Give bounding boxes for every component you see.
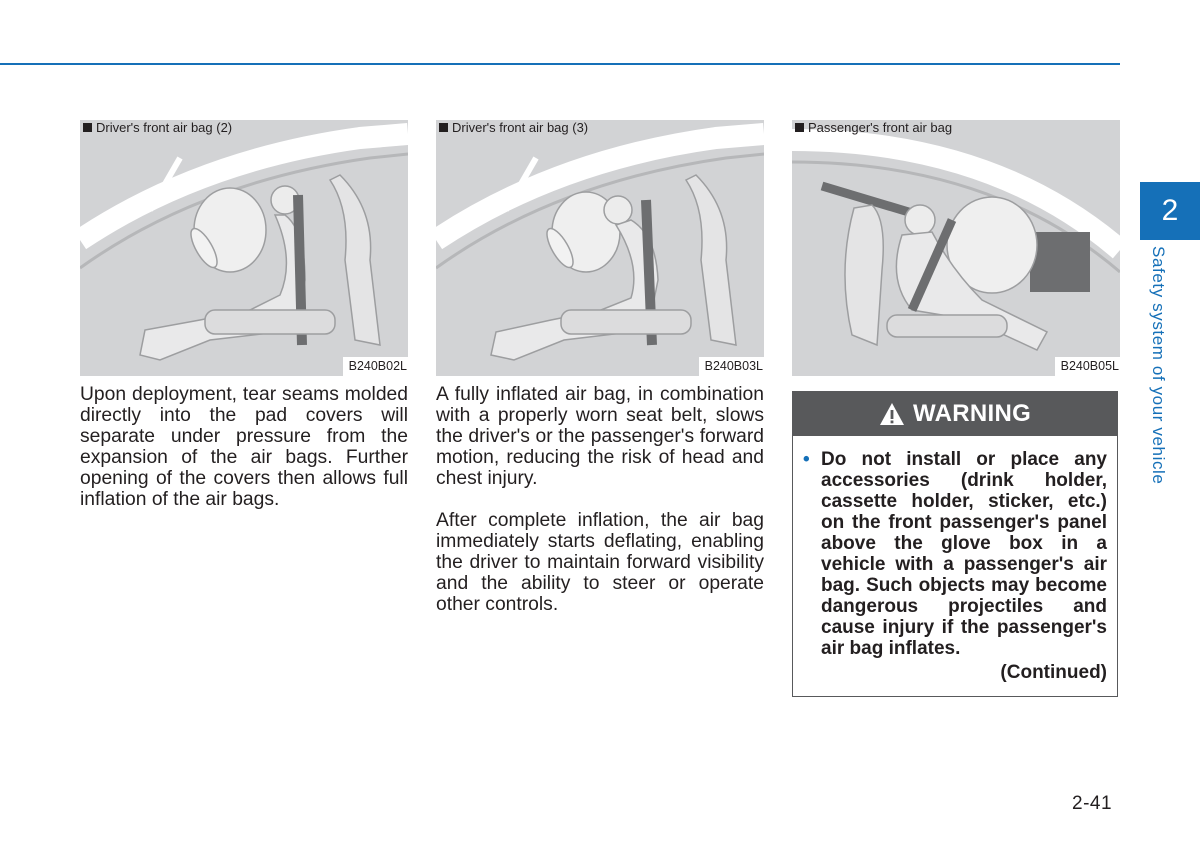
- chapter-title: Safety system of your vehicle: [1149, 246, 1168, 485]
- figure-caption: Passenger's front air bag: [795, 120, 952, 136]
- caption-square-icon: [795, 123, 804, 132]
- figure-caption: Driver's front air bag (2): [83, 120, 232, 136]
- figure-driver-airbag-2: [80, 120, 408, 376]
- warning-header: [793, 392, 1117, 436]
- figure-caption: Driver's front air bag (3): [439, 120, 588, 136]
- passenger-airbag-illustration: [792, 120, 1120, 376]
- warning-body: [803, 449, 1107, 659]
- warning-box: [792, 391, 1118, 697]
- figure-code: B240B05L: [1055, 357, 1120, 376]
- column-2-text: [436, 384, 764, 615]
- caption-square-icon: [83, 123, 92, 132]
- paragraph-inflated-airbag: A fully inflated air bag, in combination with a properly worn seat belt, slows the driver's or the passenger's forward motion, reducing the risk of head and chest injury.: [436, 384, 764, 489]
- figure-code: B240B02L: [343, 357, 408, 376]
- figure-driver-airbag-3: [436, 120, 764, 376]
- continued-label: (Continued): [1000, 662, 1107, 683]
- warning-title: WARNING: [912, 400, 1032, 427]
- chapter-tab: [1140, 182, 1200, 240]
- bullet-icon: •: [803, 449, 810, 470]
- warning-triangle-icon: [879, 402, 905, 426]
- driver-airbag-deflating-illustration: [436, 120, 764, 376]
- driver-airbag-illustration: [80, 120, 408, 376]
- figure-code: B240B03L: [699, 357, 764, 376]
- page-number: 2-41: [1072, 793, 1113, 814]
- caption-square-icon: [439, 123, 448, 132]
- paragraph-deployment: Upon deployment, tear seams molded directly into the pad covers will separate under pressure from the expansion of the air bags. Further opening of the covers then allows full inflation of the air bags.: [80, 384, 408, 510]
- paragraph-deflation: After complete inflation, the air bag immediately starts deflating, enabling the driver to maintain forward visibility and the ability to steer or operate other controls.: [436, 510, 764, 615]
- warning-text: Do not install or place any accessories (drink holder, cassette holder, sticker, etc.) on the front passenger's panel above the glove box in a vehicle with a passenger's air bag. Such objects may become dangerous projectiles and cause injury if the passenger's air bag inflates.: [821, 449, 1107, 659]
- top-rule: [0, 63, 1120, 65]
- figure-passenger-airbag: [792, 120, 1120, 376]
- chapter-number: 2: [1161, 194, 1179, 227]
- column-1-text: [80, 384, 408, 510]
